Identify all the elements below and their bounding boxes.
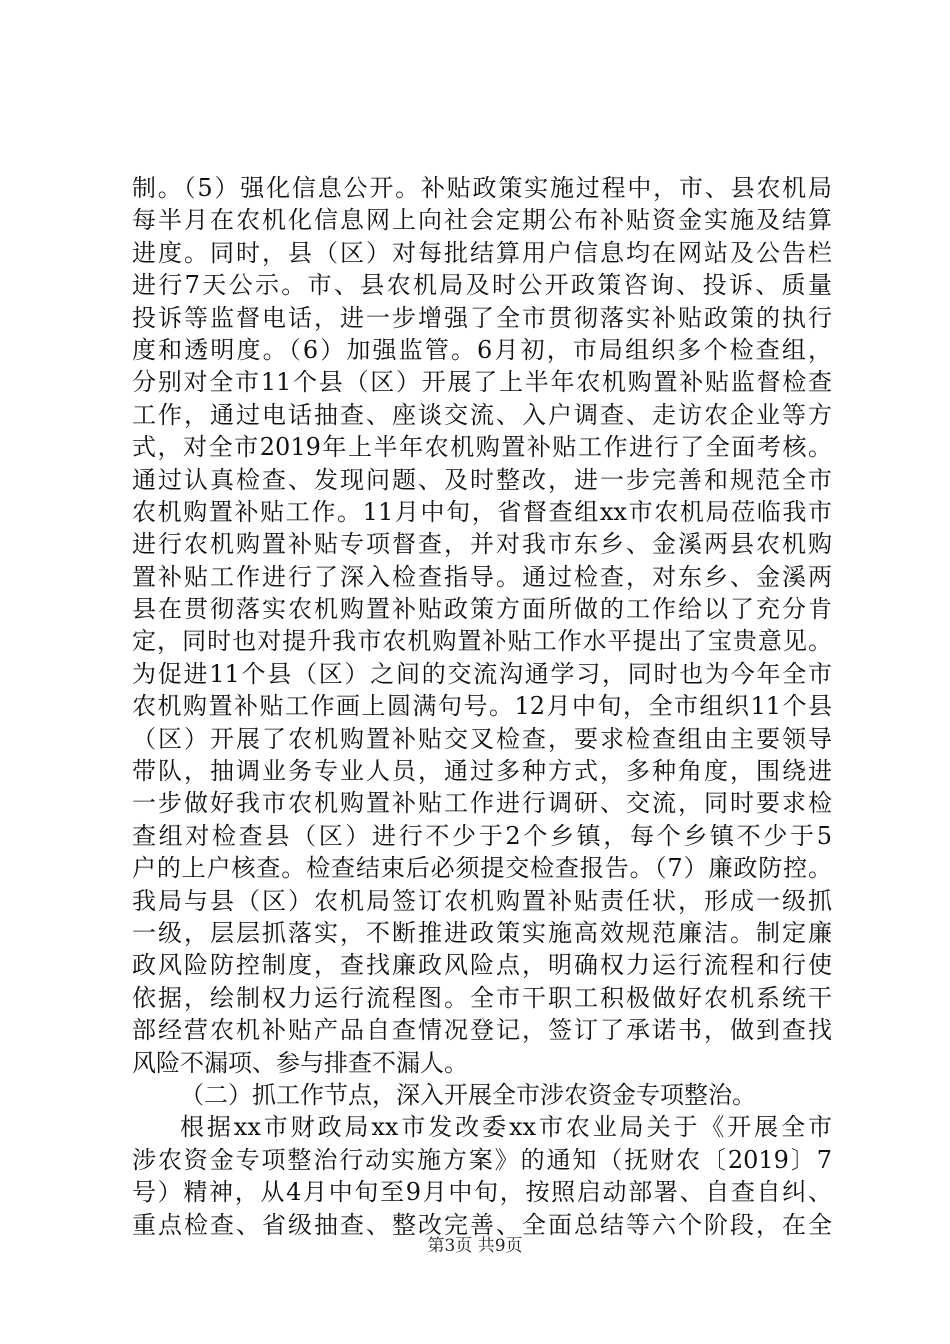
body-line: 通过认真检查、发现问题、及时整改，进一步完善和规范全市 — [132, 465, 832, 494]
body-line: 政风险防控制度，查找廉政风险点，明确权力运行流程和行使 — [132, 951, 832, 980]
body-line: 置补贴工作进行了深入检查指导。通过检查，对东乡、金溪两 — [132, 562, 832, 591]
body-line: 进行7天公示。市、县农机局及时公开政策咨询、投诉、质量 — [132, 271, 832, 300]
body-line: 每半月在农机化信息网上向社会定期公布补贴资金实施及结算 — [132, 206, 832, 235]
paragraph-first-line: 根据xx市财政局xx市发改委xx市农业局关于《开展全市 — [180, 1113, 832, 1142]
body-line: 县在贯彻落实农机购置补贴政策方面所做的工作给以了充分肯 — [132, 595, 832, 624]
body-line: 农机购置补贴工作。11月中旬，省督查组xx市农机局莅临我市 — [132, 497, 832, 526]
body-line: 投诉等监督电话，进一步增强了全市贯彻落实补贴政策的执行 — [132, 303, 832, 332]
body-line: 为促进11个县（区）之间的交流沟通学习，同时也为今年全市 — [132, 659, 832, 688]
body-line: 分别对全市11个县（区）开展了上半年农机购置补贴监督检查 — [132, 368, 832, 397]
body-line: 查组对检查县（区）进行不少于2个乡镇，每个乡镇不少于5 — [132, 821, 832, 850]
body-line: 进行农机购置补贴专项督查，并对我市东乡、金溪两县农机购 — [132, 530, 832, 559]
body-line: 一步做好我市农机购置补贴工作进行调研、交流，同时要求检 — [132, 789, 832, 818]
section-heading: （二）抓工作节点，深入开展全市涉农资金专项整治。 — [180, 1080, 756, 1109]
body-line: 一级，层层抓落实，不断推进政策实施高效规范廉洁。制定廉 — [132, 918, 832, 947]
body-line: 重点检查、省级抽查、整改完善、全面总结等六个阶段，在全 — [132, 1210, 832, 1239]
body-line: 农机购置补贴工作画上圆满句号。12月中旬，全市组织11个县 — [132, 692, 832, 721]
body-line: 依据，绘制权力运行流程图。全市干职工积极做好农机系统干 — [132, 983, 832, 1012]
body-line: 进度。同时，县（区）对每批结算用户信息均在网站及公告栏 — [132, 238, 832, 267]
body-line: 我局与县（区）农机局签订农机购置补贴责任状，形成一级抓 — [132, 886, 832, 915]
body-line: 式，对全市2019年上半年农机购置补贴工作进行了全面考核。 — [132, 433, 832, 462]
body-line: 工作，通过电话抽查、座谈交流、入户调查、走访农企业等方 — [132, 400, 832, 429]
body-text — [132, 172, 832, 1241]
body-line: 风险不漏项、参与排查不漏人。 — [132, 1048, 468, 1077]
body-line: 定，同时也对提升我市农机购置补贴工作水平提出了宝贵意见。 — [132, 627, 832, 656]
body-line: 度和透明度。（6）加强监管。6月初，市局组织多个检查组， — [132, 335, 832, 364]
page-indicator: 第3页 共9页 — [427, 1236, 523, 1256]
body-line: 号）精神，从4月中旬至9月中旬，按照启动部署、自查自纠、 — [132, 1178, 832, 1207]
body-line: （区）开展了农机购置补贴交叉检查，要求检查组由主要领导 — [132, 724, 832, 753]
body-line: 户的上户核查。检查结束后必须提交检查报告。（7）廉政防控。 — [132, 854, 832, 883]
page-footer — [0, 1235, 950, 1257]
body-line: 涉农资金专项整治行动实施方案》的通知（抚财农〔2019〕7 — [132, 1145, 832, 1174]
body-line: 制。（5）强化信息公开。补贴政策实施过程中，市、县农机局 — [132, 174, 832, 202]
body-line: 带队，抽调业务专业人员，通过多种方式，多种角度，围绕进 — [132, 757, 832, 786]
body-line: 部经营农机补贴产品自查情况登记，签订了承诺书，做到查找 — [132, 1016, 832, 1045]
